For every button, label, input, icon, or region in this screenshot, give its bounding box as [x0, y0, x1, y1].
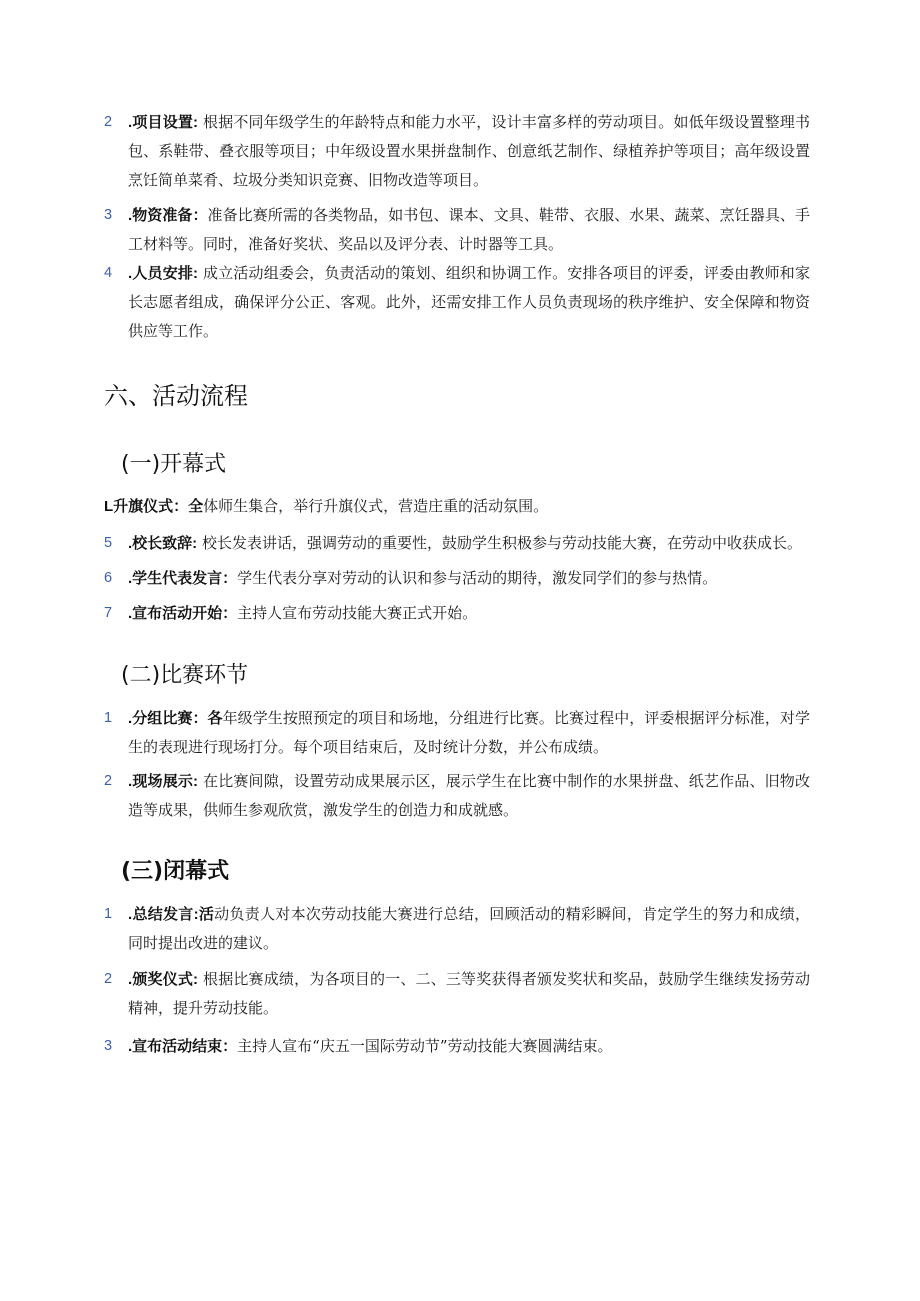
- item-text: 主持人宣布“庆五一国际劳动节”劳动技能大赛圆满结束。: [237, 1037, 613, 1055]
- list-number: 6: [104, 570, 113, 586]
- item-text: 体师生集合，举行升旗仪式，营造庄重的活动氛围。: [203, 497, 549, 515]
- item-label: .颁奖仪式:: [128, 971, 199, 988]
- item-label: .项目设置:: [128, 114, 199, 131]
- list-item: [104, 108, 810, 195]
- list-item: [104, 492, 810, 521]
- item-text: 校长发表讲话，强调劳动的重要性，鼓励学生积极参与劳动技能大赛，在劳动中收获成长。: [201, 534, 802, 552]
- list-item: [104, 767, 810, 825]
- item-text: 年级学生按照预定的项目和场地，分组进行比赛。比赛过程中，评委根据评分标准，对学生的表现进行现场打分。每个项目结束后，及时统计分数，并公布成绩。: [128, 709, 810, 756]
- subsection-heading-closing: (三)闭幕式: [121, 859, 230, 884]
- item-label: L升旗仪式：全: [104, 498, 204, 515]
- item-label: .校长致辞:: [128, 535, 198, 552]
- item-text: 动负责人对本次劳动技能大赛进行总结，回顾活动的精彩瞬间，肯定学生的努力和成绩，同时提出改进的建议。: [128, 905, 810, 952]
- list-item: [104, 704, 810, 762]
- item-label: .总结发言:活: [128, 906, 215, 923]
- item-label: .宣布活动结束：: [128, 1038, 238, 1055]
- item-label: .人员安排:: [128, 265, 199, 282]
- subsection-heading-competition: (二)比赛环节: [121, 663, 249, 688]
- item-text: 主持人宣布劳动技能大赛正式开始。: [237, 604, 478, 622]
- item-label: .物资准备：: [128, 207, 208, 224]
- list-item: [104, 1032, 810, 1061]
- list-number: 1: [104, 710, 113, 726]
- list-number: 3: [104, 1038, 113, 1054]
- item-label: .学生代表发言：: [128, 570, 238, 587]
- list-number: 2: [104, 971, 113, 987]
- item-label: .现场展示:: [128, 773, 199, 790]
- item-label: .宣布活动开始：: [128, 605, 238, 622]
- item-text: 根据不同年级学生的年龄特点和能力水平，设计丰富多样的劳动项目。如低年级设置整理书包、系鞋带、叠衣服等项目；中年级设置水果拼盘制作、创意纸艺制作、绿植养护等项目；高年级设置烹饪简单菜肴、垃圾分类知识竞赛、旧物改造等项目。: [128, 113, 810, 189]
- list-item: [104, 259, 810, 346]
- item-text: 学生代表分享对劳动的认识和参与活动的期待，激发同学们的参与热情。: [237, 569, 718, 587]
- list-item: [104, 564, 810, 593]
- item-label: .分组比赛：各: [128, 710, 223, 727]
- list-number: 1: [104, 906, 113, 922]
- list-number: 3: [104, 207, 113, 223]
- list-number: 4: [104, 265, 113, 281]
- item-text: 根据比赛成绩，为各项目的一、二、三等奖获得者颁发奖状和奖品，鼓励学生继续发扬劳动精神，提升劳动技能。: [128, 970, 810, 1017]
- list-number: 7: [104, 605, 113, 621]
- list-number: 2: [104, 114, 113, 130]
- section-title: 六、活动流程: [104, 382, 248, 410]
- list-item: [104, 529, 810, 558]
- list-number: 5: [104, 535, 113, 551]
- item-text: 准备比赛所需的各类物品，如书包、课本、文具、鞋带、衣服、水果、蔬菜、烹饪器具、手工材料等。同时，准备好奖状、奖品以及评分表、计时器等工具。: [128, 206, 810, 253]
- list-item: [104, 965, 810, 1023]
- item-text: 成立活动组委会，负责活动的策划、组织和协调工作。安排各项目的评委，评委由教师和家长志愿者组成，确保评分公正、客观。此外，还需安排工作人员负责现场的秩序维护、安全保障和物资供应等工作。: [128, 264, 810, 340]
- list-item: [104, 900, 810, 958]
- list-item: [104, 599, 810, 628]
- subsection-heading-opening: (一)开幕式: [121, 452, 227, 477]
- list-number: 2: [104, 773, 113, 789]
- item-text: 在比赛间隙，设置劳动成果展示区，展示学生在比赛中制作的水果拼盘、纸艺作品、旧物改造等成果，供师生参观欣赏，激发学生的创造力和成就感。: [128, 772, 810, 819]
- list-item: [104, 201, 810, 259]
